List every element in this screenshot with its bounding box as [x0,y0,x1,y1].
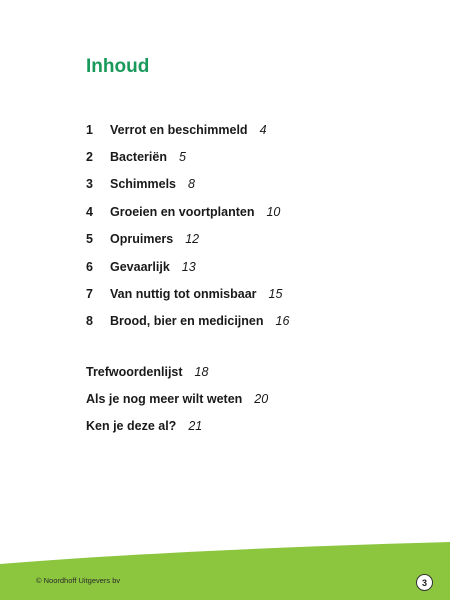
footer-band [0,542,450,600]
footer-wave [0,542,450,600]
toc-item-page: 5 [178,150,186,165]
toc-item-page: 13 [181,259,196,274]
toc-item-page: 10 [266,204,281,219]
copyright-text: © Noordhoff Uitgevers bv [36,576,121,585]
toc-item-page: 16 [275,314,290,329]
toc-item-title: Gevaarlijk [110,259,170,274]
toc-item-number: 6 [86,259,93,274]
toc-item-title: Schimmels [110,177,177,192]
toc-item-title: Brood, bier en medicijnen [110,314,264,329]
toc-item-page: 12 [185,232,200,247]
toc-extra-item[interactable] [86,358,416,385]
toc-item-number: 7 [86,287,93,302]
toc-item-page: 18 [194,364,209,379]
toc-item-title: Bacteriën [110,150,167,165]
toc-item-number: 1 [86,122,93,137]
toc-item-title: Opruimers [110,232,174,247]
toc-item-title: Trefwoordenlijst [86,364,183,379]
table-of-contents [86,116,416,335]
toc-item-number: 2 [86,150,93,165]
toc-item-number: 3 [86,177,93,192]
toc-item-title: Ken je deze al? [86,419,177,434]
toc-item[interactable] [86,198,416,225]
toc-item-title: Groeien en voortplanten [110,204,255,219]
toc-item[interactable] [86,280,416,307]
toc-item-number: 8 [86,314,93,329]
toc-extra-item[interactable] [86,385,416,412]
toc-item-page: 21 [188,419,203,434]
toc-item-title: Van nuttig tot onmisbaar [110,287,257,302]
toc-item-title: Als je nog meer wilt weten [86,392,243,407]
toc-extra-item[interactable] [86,413,416,440]
toc-item-title: Verrot en beschimmeld [110,122,248,137]
toc-item-page: 4 [259,122,267,137]
toc-item[interactable] [86,308,416,335]
toc-item[interactable] [86,226,416,253]
toc-extras [86,358,416,440]
toc-item[interactable] [86,171,416,198]
toc-item-page: 15 [268,287,283,302]
toc-item-page: 8 [188,177,195,192]
toc-item[interactable] [86,253,416,280]
toc-item-page: 20 [254,392,269,407]
toc-item[interactable] [86,143,416,170]
toc-item[interactable] [86,116,416,143]
toc-item-number: 4 [86,204,93,219]
toc-item-number: 5 [86,232,93,247]
page-number-badge: 3 [416,574,433,591]
page-title: Inhoud [86,56,150,77]
